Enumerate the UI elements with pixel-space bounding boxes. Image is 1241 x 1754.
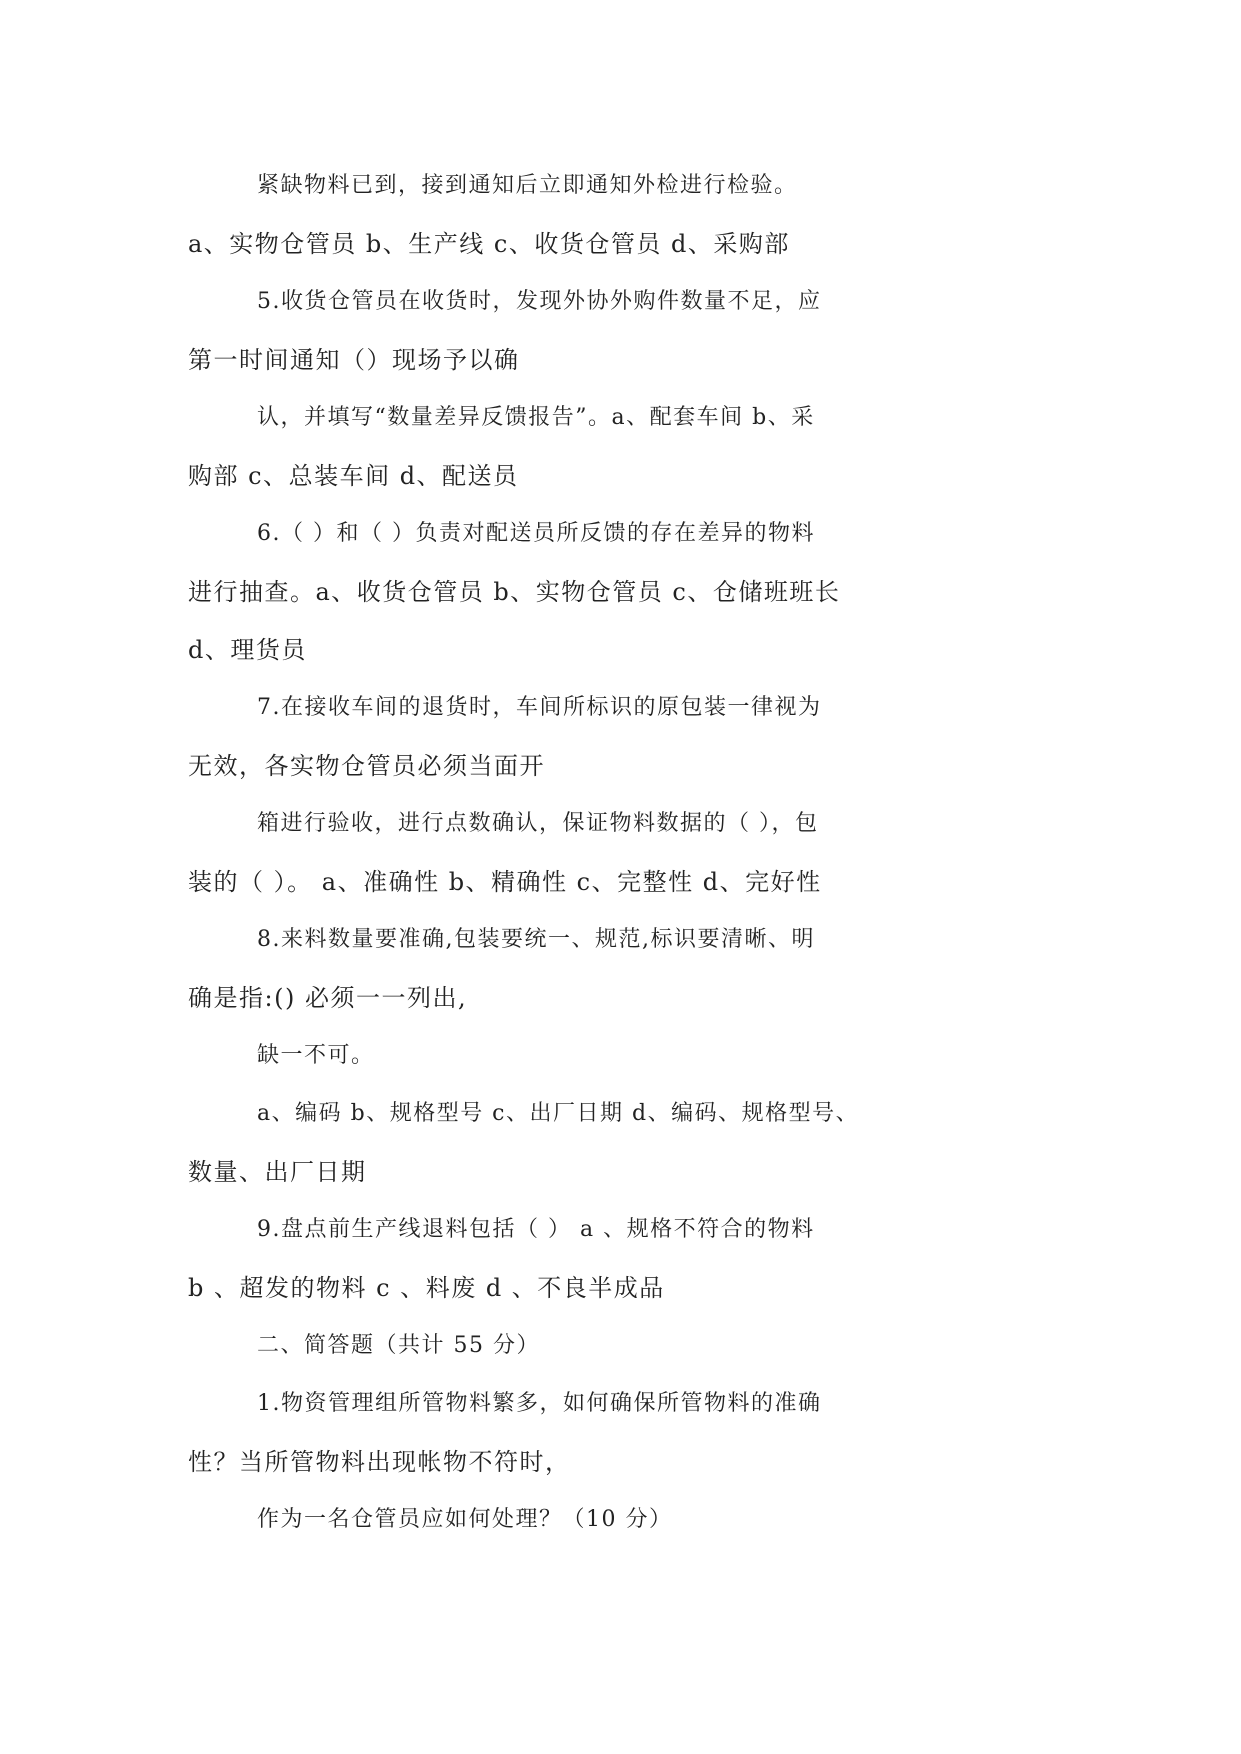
text-line: 无效，各实物仓管员必须当面开 bbox=[188, 752, 545, 780]
text-line: a、编码 b、规格型号 c、出厂日期 d、编码、规格型号、 bbox=[257, 1101, 860, 1126]
text-line: 8.来料数量要准确,包装要统一、规范,标识要清晰、明 bbox=[257, 927, 815, 952]
text-line: 作为一名仓管员应如何处理？（10 分） bbox=[257, 1507, 673, 1532]
text-line: 9.盘点前生产线退料包括（ ） a 、规格不符合的物料 bbox=[257, 1217, 815, 1242]
text-line: 1.物资管理组所管物料繁多，如何确保所管物料的准确 bbox=[257, 1391, 822, 1416]
text-line: 紧缺物料已到，接到通知后立即通知外检进行检验。 bbox=[257, 173, 798, 198]
text-line: 5.收货仓管员在收货时，发现外协外购件数量不足，应 bbox=[257, 289, 822, 314]
text-line: d、理货员 bbox=[188, 636, 307, 664]
text-line: 数量、出厂日期 bbox=[188, 1158, 367, 1186]
text-line: 进行抽查。a、收货仓管员 b、实物仓管员 c、仓储班班长 bbox=[188, 578, 841, 606]
text-line: 箱进行验收，进行点数确认，保证物料数据的（ ），包 bbox=[257, 811, 819, 836]
text-line: a、实物仓管员 b、生产线 c、收货仓管员 d、采购部 bbox=[188, 230, 790, 258]
text-line: 7.在接收车间的退货时，车间所标识的原包装一律视为 bbox=[257, 695, 822, 720]
text-line: 购部 c、总装车间 d、配送员 bbox=[188, 462, 519, 490]
text-line: 性？当所管物料出现帐物不符时， bbox=[188, 1448, 571, 1476]
text-line: 装的（ ）。 a、准确性 b、精确性 c、完整性 d、完好性 bbox=[188, 868, 822, 896]
text-line: 6.（ ）和（ ）负责对配送员所反馈的存在差异的物料 bbox=[257, 521, 815, 546]
section-heading: 二、简答题（共计 55 分） bbox=[257, 1333, 540, 1358]
text-line: 确是指:() 必须一一列出, bbox=[188, 984, 468, 1012]
text-line: 缺一不可。 bbox=[257, 1043, 375, 1068]
text-line: 第一时间通知（）现场予以确 bbox=[188, 346, 520, 374]
text-line: b 、超发的物料 c 、料废 d 、不良半成品 bbox=[188, 1274, 665, 1302]
text-line: 认，并填写“数量差异反馈报告”。a、配套车间 b、采 bbox=[257, 405, 815, 430]
